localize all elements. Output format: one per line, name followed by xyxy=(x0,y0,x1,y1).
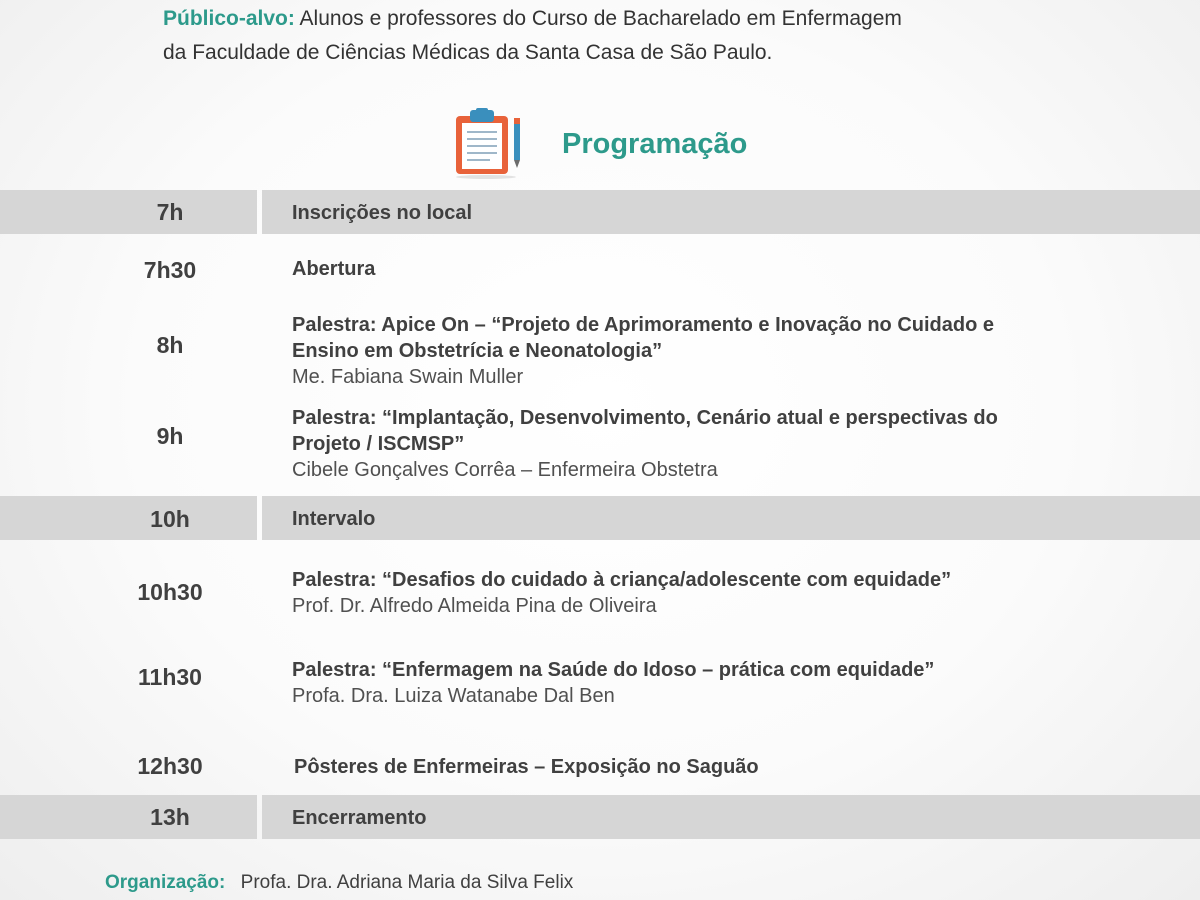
schedule-description xyxy=(292,312,1092,390)
target-audience-line-1 xyxy=(163,2,1063,36)
target-audience-text-1: Alunos e professores do Curso de Bacharelado em Enfermagem xyxy=(299,7,902,30)
schedule-speaker: Cibele Gonçalves Corrêa – Enfermeira Obstetra xyxy=(292,459,718,481)
schedule-description xyxy=(292,506,1092,532)
program-header xyxy=(450,108,790,180)
schedule-description xyxy=(292,256,1092,282)
target-audience-label: Público-alvo: xyxy=(163,7,295,30)
schedule-title-continued: Ensino em Obstetrícia e Neonatologia” xyxy=(292,340,663,362)
schedule-row xyxy=(0,657,1200,713)
organization-label: Organização: xyxy=(105,872,226,893)
schedule-row xyxy=(0,567,1200,623)
schedule-title: Encerramento xyxy=(292,807,427,829)
schedule-title: Intervalo xyxy=(292,508,376,530)
schedule-time: 13h xyxy=(150,804,190,830)
schedule-time: 7h30 xyxy=(143,257,197,283)
schedule-speaker: Me. Fabiana Swain Muller xyxy=(292,366,524,388)
target-audience-text-2: da Faculdade de Ciências Médicas da Santa Casa de São Paulo. xyxy=(163,41,773,64)
schedule-time: 7h xyxy=(156,199,184,225)
schedule-row xyxy=(0,748,1200,788)
schedule-row xyxy=(0,190,1200,234)
schedule-row xyxy=(0,248,1200,292)
schedule-title: Inscrições no local xyxy=(292,202,473,224)
schedule-time: 8h xyxy=(156,332,184,358)
schedule-title: Palestra: “Desafios do cuidado à criança/adolescente com equidade” xyxy=(292,569,952,591)
schedule-description xyxy=(292,405,1092,483)
schedule-time: 12h30 xyxy=(137,753,203,779)
schedule-row xyxy=(0,496,1200,540)
schedule-speaker: Profa. Dra. Luiza Watanabe Dal Ben xyxy=(292,685,615,707)
schedule-time: 10h30 xyxy=(137,579,203,605)
schedule-description xyxy=(294,754,1094,780)
organization xyxy=(105,872,573,894)
schedule-title: Palestra: “Implantação, Desenvolvimento, Cenário atual e perspectivas do xyxy=(292,407,998,429)
schedule-speaker: Prof. Dr. Alfredo Almeida Pina de Oliveira xyxy=(292,595,657,617)
organization-value: Profa. Dra. Adriana Maria da Silva Felix xyxy=(240,872,574,893)
program-title: Programação xyxy=(562,128,748,160)
schedule-row xyxy=(0,795,1200,839)
target-audience xyxy=(163,2,1063,70)
schedule-description xyxy=(292,805,1092,831)
schedule-time: 9h xyxy=(156,423,184,449)
schedule-description xyxy=(292,200,1092,226)
schedule-description xyxy=(292,657,1092,709)
schedule-title: Pôsteres de Enfermeiras – Exposição no Saguão xyxy=(294,756,759,778)
schedule-description xyxy=(292,567,1092,619)
schedule-title-continued: Projeto / ISCMSP” xyxy=(292,433,465,455)
schedule-row xyxy=(0,405,1200,485)
clipboard-icon xyxy=(450,108,530,180)
schedule-time: 10h xyxy=(150,506,190,532)
schedule-row xyxy=(0,312,1200,392)
schedule-time: 11h30 xyxy=(138,664,202,690)
schedule-title: Palestra: Apice On – “Projeto de Aprimoramento e Inovação no Cuidado e xyxy=(292,314,995,336)
schedule-title: Palestra: “Enfermagem na Saúde do Idoso – prática com equidade” xyxy=(292,659,935,681)
schedule-title: Abertura xyxy=(292,258,376,280)
